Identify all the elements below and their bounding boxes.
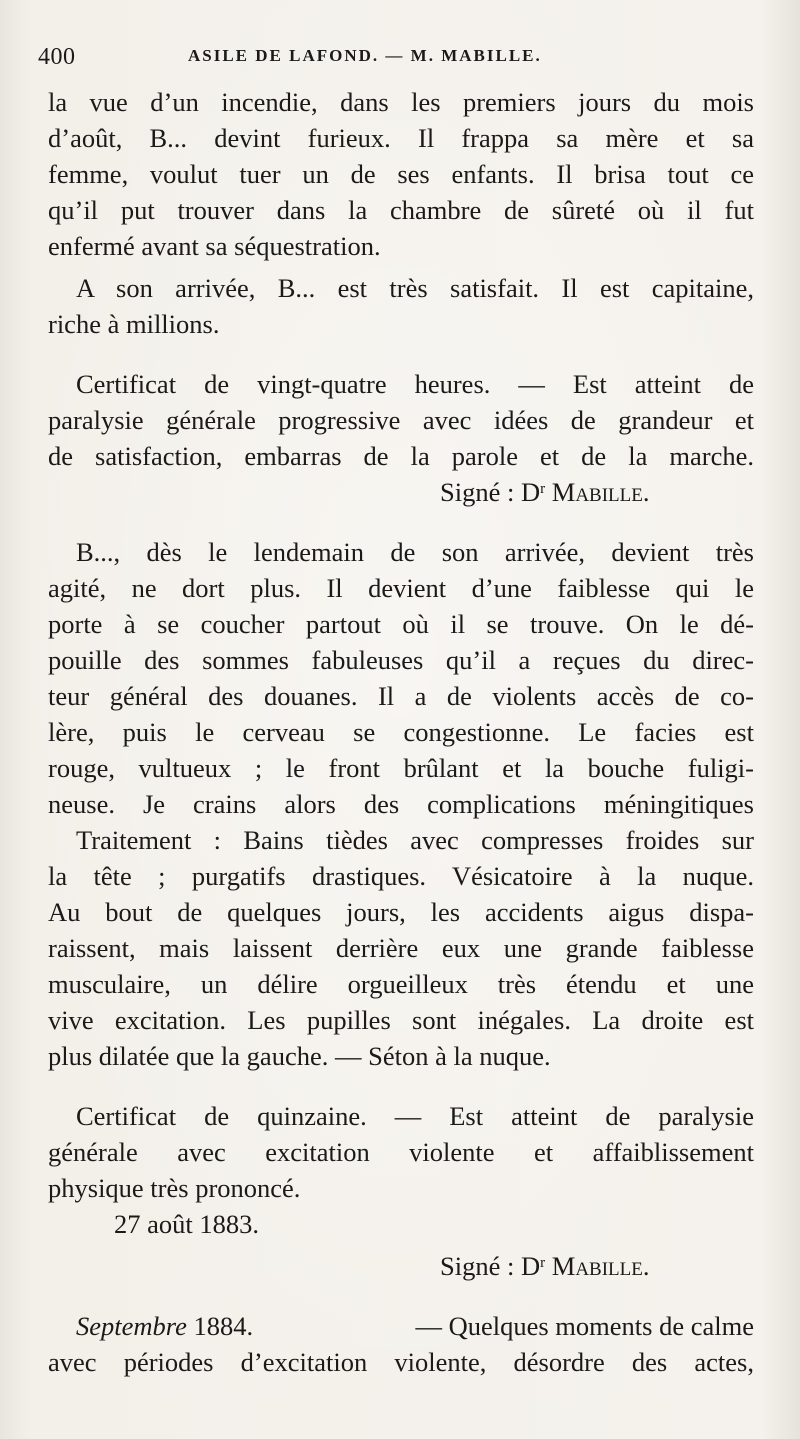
- text-line: agité, ne dort plus. Il devient d’une faiblesse qui le: [48, 573, 754, 603]
- signature-sup: r: [540, 481, 546, 497]
- signature-prefix: Signé : D: [440, 1251, 541, 1281]
- page-number: 400: [38, 44, 76, 70]
- text-line: enfermé avant sa séquestration.: [48, 231, 381, 261]
- signature-prefix: Signé : D: [440, 477, 541, 507]
- signature-name: Mabille.: [551, 1251, 650, 1281]
- text-line: raissent, mais laissent derrière eux une grande faiblesse: [48, 933, 754, 963]
- text-line: A son arrivée, B... est très satisfait. Il est capitaine,: [76, 273, 754, 303]
- text-line: riche à millions.: [48, 309, 220, 339]
- page-header: [38, 44, 758, 76]
- text-line: Certificat de vingt-quatre heures. — Est atteint de: [76, 369, 754, 399]
- text-line: paralysie générale progressive avec idées de grandeur et: [48, 405, 754, 435]
- month-label: Septembre: [76, 1311, 187, 1341]
- text-line: d’août, B... devint furieux. Il frappa sa mère et sa: [48, 123, 754, 153]
- text-line: avec périodes d’excitation violente, désordre des actes,: [48, 1347, 754, 1377]
- text-line: qu’il put trouver dans la chambre de sûreté où il fut: [48, 195, 754, 225]
- date-line: 27 août 1883.: [114, 1209, 259, 1239]
- text-line: neuse. Je crains alors des complications méningitiques: [48, 789, 754, 819]
- year-label: 1884.: [193, 1311, 254, 1341]
- text-line: de satisfaction, embarras de la parole et de la marche.: [48, 441, 754, 471]
- text-line: générale avec excitation violente et affaiblissement: [48, 1137, 754, 1167]
- running-title: ASILE DE LAFOND. — M. MABILLE.: [188, 46, 542, 65]
- text-line: Certificat de quinzaine. — Est atteint de paralysie: [76, 1101, 754, 1131]
- text-line-september: [76, 1308, 754, 1344]
- text-line: vive excitation. Les pupilles sont inégales. La droite est: [48, 1005, 754, 1035]
- text-line: porte à se coucher partout où il se trouve. On le dé-: [48, 609, 754, 639]
- text-line: Au bout de quelques jours, les accidents aigus dispa-: [48, 897, 754, 927]
- signature-line: [440, 1248, 754, 1284]
- text-line: femme, voulut tuer un de ses enfants. Il brisa tout ce: [48, 159, 754, 189]
- text-line-rest: — Quelques moments de calme: [415, 1311, 754, 1341]
- text-line: plus dilatée que la gauche. — Séton à la nuque.: [48, 1041, 551, 1071]
- text-line: rouge, vultueux ; le front brûlant et la bouche fuligi-: [48, 753, 754, 783]
- signature-name: Mabille.: [551, 477, 650, 507]
- text-line: musculaire, un délire orgueilleux très étendu et une: [48, 969, 754, 999]
- text-line: teur général des douanes. Il a de violents accès de co-: [48, 681, 754, 711]
- text-line: physique très prononcé.: [48, 1173, 301, 1203]
- text-line: lère, puis le cerveau se congestionne. Le facies est: [48, 717, 754, 747]
- signature-line: [440, 474, 754, 510]
- text-line: B..., dès le lendemain de son arrivée, devient très: [76, 537, 754, 567]
- signature-sup: r: [540, 1255, 546, 1271]
- text-line: la vue d’un incendie, dans les premiers jours du mois: [48, 87, 754, 117]
- text-line: la tête ; purgatifs drastiques. Vésicatoire à la nuque.: [48, 861, 754, 891]
- text-line: Traitement : Bains tièdes avec compresses froides sur: [76, 825, 754, 855]
- text-line: pouille des sommes fabuleuses qu’il a reçues du direc-: [48, 645, 754, 675]
